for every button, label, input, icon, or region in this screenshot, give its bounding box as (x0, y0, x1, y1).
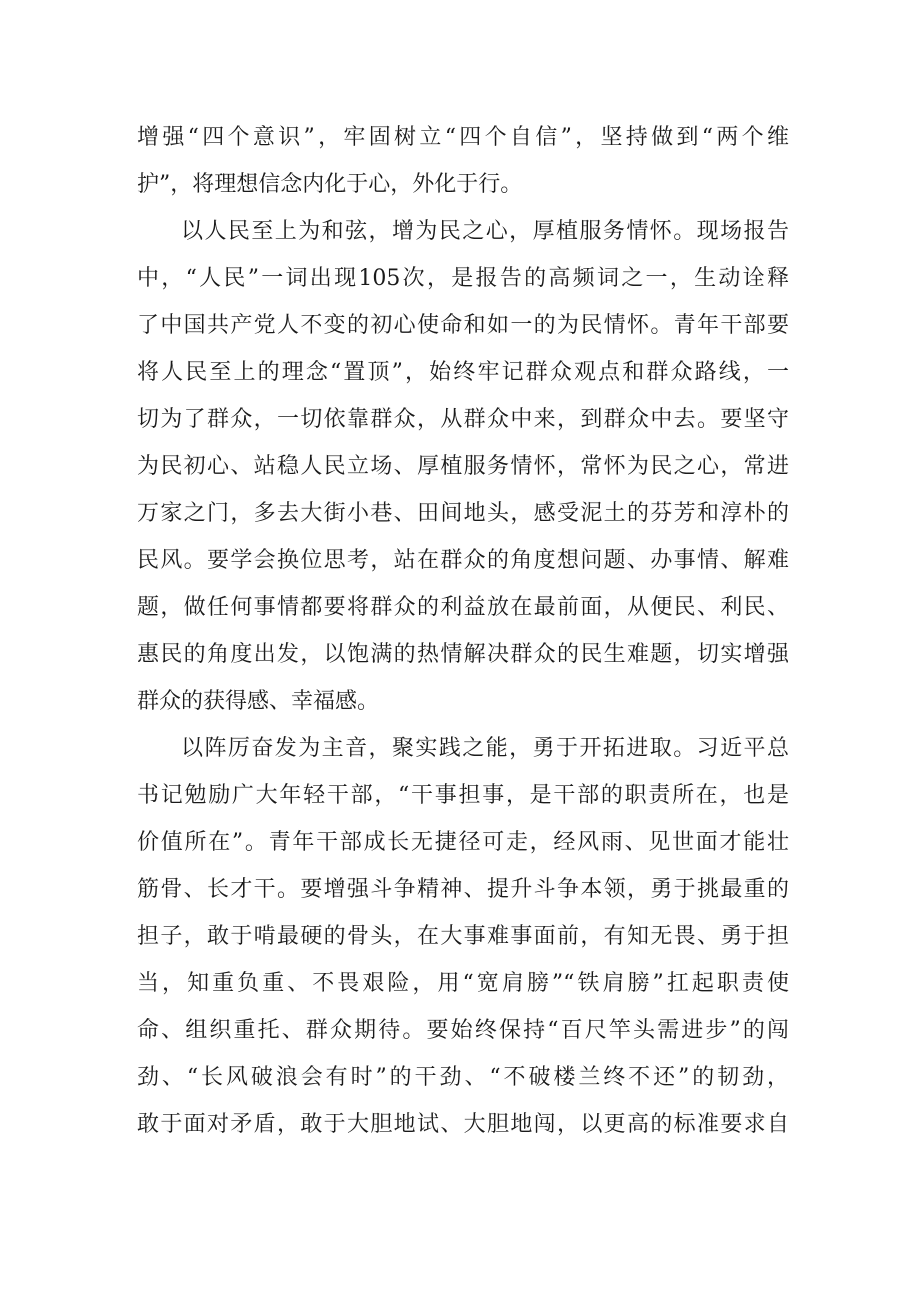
document-body (137, 114, 797, 1148)
paragraph-1 (137, 114, 797, 208)
text-line: 命、组织重托、群众期待。要始终保持“百尺竿头需进步”的闯 (137, 1018, 789, 1043)
text-line: 惠民的角度出发，以饱满的热情解决群众的民生难题，切实增强 (137, 642, 789, 667)
text-line: 为民初心、站稳人民立场、厚植服务情怀，常怀为民之心，常进 (137, 454, 789, 479)
text-line: 敢于面对矛盾，敢于大胆地试、大胆地闯，以更高的标准要求自 (137, 1112, 789, 1137)
text-line: 切为了群众，一切依靠群众，从群众中来，到群众中去。要坚守 (137, 407, 789, 432)
text-line: 护”，将理想信念内化于心，外化于行。 (137, 172, 523, 197)
text-line: 价值所在”。青年干部成长无捷径可走，经风雨、见世面才能壮 (137, 830, 789, 855)
text-line: 担子，敢于啃最硬的骨头，在大事难事面前，有知无畏、勇于担 (137, 924, 789, 949)
paragraph-2 (137, 208, 797, 725)
text-line: 劲、“长风破浪会有时”的干劲、“不破楼兰终不还”的韧劲， (137, 1065, 789, 1090)
text-line: 将人民至上的理念“置顶”，始终牢记群众观点和群众路线，一 (137, 360, 789, 385)
text-line: 了中国共产党人不变的初心使命和如一的为民情怀。青年干部要 (137, 313, 789, 338)
text-line: 筋骨、长才干。要增强斗争精神、提升斗争本领，勇于挑最重的 (137, 877, 789, 902)
text-line: 万家之门，多去大街小巷、田间地头，感受泥土的芬芳和淳朴的 (137, 501, 789, 526)
text-line: 中，“人民”一词出现105次，是报告的高频词之一，生动诠释 (137, 266, 789, 291)
text-line: 当，知重负重、不畏艰险，用“宽肩膀”“铁肩膀”扛起职责使 (137, 971, 789, 996)
text-line: 群众的获得感、幸福感。 (137, 689, 380, 714)
text-line: 以阵厉奋发为主音，聚实践之能，勇于开拓进取。习近平总 (181, 736, 789, 761)
text-line: 书记勉励广大年轻干部，“干事担事，是干部的职责所在，也是 (137, 783, 789, 808)
text-line: 民风。要学会换位思考，站在群众的角度想问题、办事情、解难 (137, 548, 789, 573)
text-line: 以人民至上为和弦，增为民之心，厚植服务情怀。现场报告 (181, 219, 789, 244)
text-line: 增强“四个意识”，牢固树立“四个自信”，坚持做到“两个维 (137, 125, 789, 150)
text-line: 题，做任何事情都要将群众的利益放在最前面，从便民、利民、 (137, 595, 789, 620)
paragraph-3 (137, 725, 797, 1148)
